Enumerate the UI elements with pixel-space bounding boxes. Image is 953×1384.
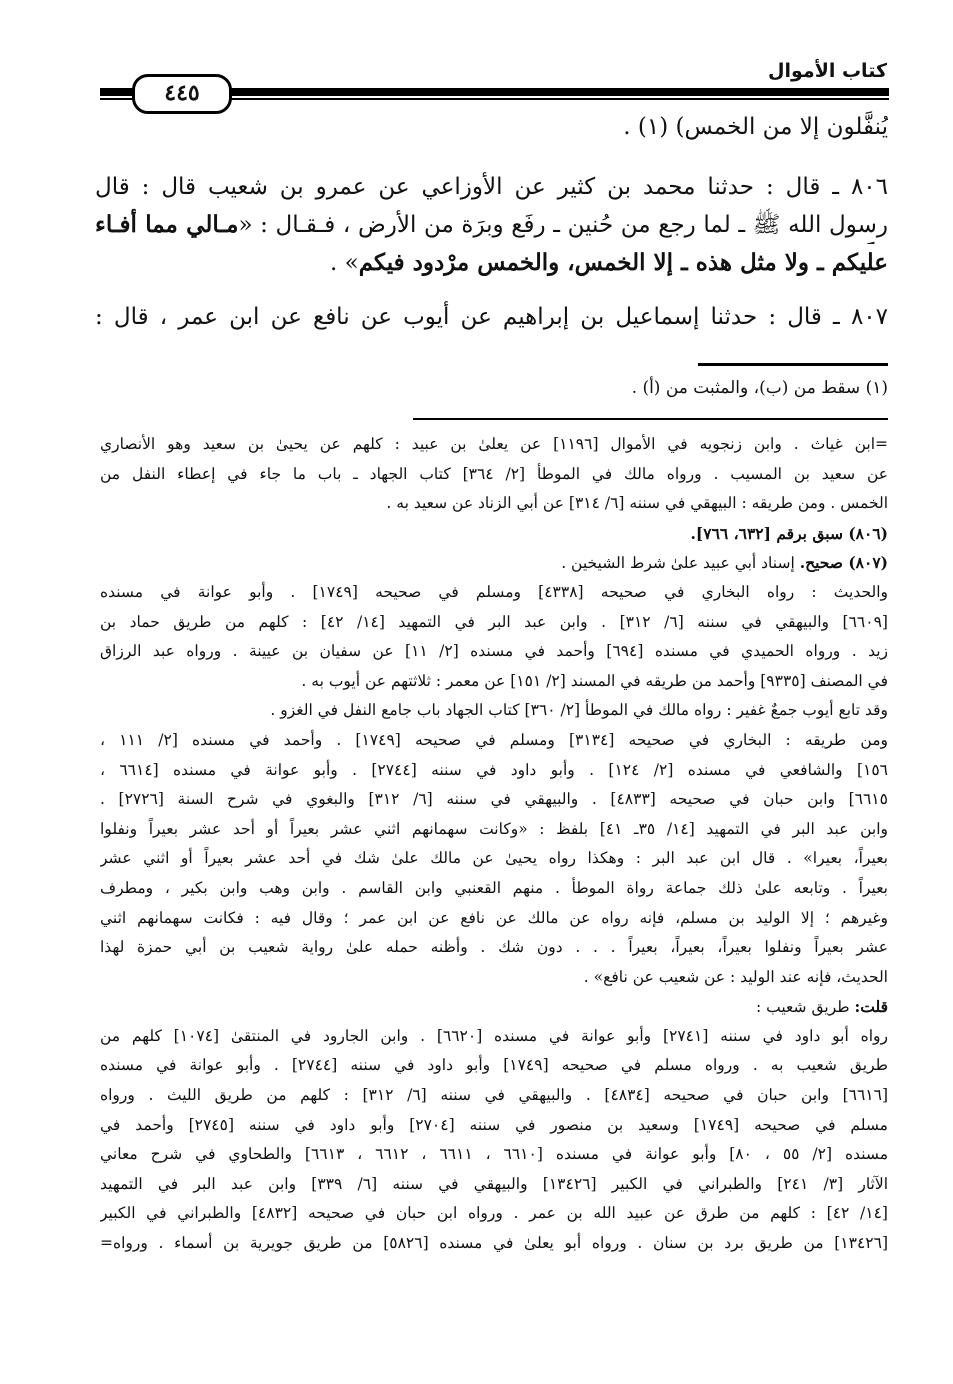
note-line <box>100 933 888 963</box>
note-line <box>100 637 888 667</box>
note-line <box>100 1081 888 1111</box>
notes-rule <box>413 418 888 420</box>
note-text: الآثار [٣/ ٢٤١] والطبراني في الكبير [١٣٤٢٦] والبيهقي في سننه [٦/ ٣٣٩] وابن عبد البر في التمهيد <box>100 1174 888 1193</box>
note-text: طريق شعيب : <box>756 998 855 1017</box>
note-text: في المصنف [٩٣٣٥] وأحمد من طريقه في المسند [٢/ ١٥١] عن معمر : ثلاثتهم عن أيوب به . <box>301 671 888 690</box>
note-line <box>100 992 888 1022</box>
bold-label: (٨٠٧) صحيح. <box>799 553 888 573</box>
note-text: [٦٦١٦] وابن حبان في صحيحه [٤٨٣٤] . والبيهقي في سننه [٦/ ٣١٢] : كلهم من طريق الليث . ورواه <box>100 1086 888 1105</box>
text-span: رسول الله ﷺ ـ لما رجع من حُنين ـ رفَع وبرَة من الأرض ، فـقـال : « <box>238 212 888 238</box>
bold-quote: عليكم ـ ولا مثل هذه ـ إلا الخمس، والخمس مرْدود فيكم <box>358 249 888 276</box>
note-line <box>100 1199 888 1229</box>
note-text: والحديث : رواه البخاري في صحيحه [٤٣٣٨] ومسلم في صحيحه [١٧٤٩] . وأبو عوانة في مسنده <box>100 582 888 601</box>
note-text: [١٣٤٢٦] من طريق برد بن سنان . ورواه أبو يعلىٰ في مسنده [٥٨٢٦] من طريق جويرية بن أسماء . ورواه= <box>100 1234 888 1253</box>
note-text: ١٥٦] والشافعي في مسنده [٢/ ١٢٤] . وأبو داود في سننه [٢٧٤٤] . وأبو عوانة في مسنده [٦٦١٤ ، <box>100 760 888 779</box>
note-text: زيد . ورواه الحميدي في مسنده [٦٩٤] وأحمد في مسنده [٢/ ١١] عن سفيان بن عيينة . ورواه عبد الرزاق <box>100 642 888 661</box>
note-line <box>100 844 888 874</box>
note-text: بعيراً . وتابعه علىٰ ذلك جماعة رواة الموطأ . منهم القعنبي وابن القاسم . وابن وهب وابن بكير ، ومطرف <box>100 878 888 897</box>
hadith-806 <box>95 168 888 282</box>
bold-quote: مـالي مما أفـاء <box>95 211 239 238</box>
hadith-807 <box>95 298 888 336</box>
footnote: (١) سقط من (ب)، والمثبت من (أ) . <box>631 378 888 398</box>
note-text: وابن عبد البر في التمهيد [١٤/ ٣٥ـ ٤١] بلفظ : «وكانت سهمانهم اثني عشر بعيراً أو أحد عشر بعيراً ونفلوا <box>100 819 888 838</box>
text-line: ٨٠٦ ـ قال : حدثنا محمد بن كثير عن الأوزاعي عن عمرو بن شعيب قال : قال <box>95 174 888 200</box>
note-text: طريق شعيب به . ورواه مسلم في صحيحه [١٧٤٩] وأبو داود في سننه [٢٧٤٤] . وأبو عوانة في مسنده <box>100 1056 888 1075</box>
text-line <box>95 206 888 244</box>
main-text <box>95 108 888 146</box>
note-line <box>100 874 888 904</box>
note-line <box>100 815 888 845</box>
footnote-rule <box>698 363 888 366</box>
note-line <box>100 608 888 638</box>
note-line <box>100 489 888 519</box>
note-line <box>100 667 888 697</box>
note-text: وغيرهم ؛ إلا الوليد بن مسلم، فإنه رواه عن مالك عن نافع عن ابن عمر ؛ وقال فيه : فكانت سهمانهم اثني <box>100 908 888 927</box>
note-line <box>100 578 888 608</box>
note-line <box>100 1022 888 1052</box>
running-header-book-title: كتاب الأموال <box>768 60 887 82</box>
note-line <box>100 460 888 490</box>
note-line <box>100 785 888 815</box>
note-line <box>100 519 888 549</box>
note-line <box>100 726 888 756</box>
note-text: مسنده [٢/ ٥٥ ، ٨٠] وأبو عوانة في مسنده [٦٦١٠ ، ٦٦١١ ، ٦٦١٢ ، ٦٦١٣] والطحاوي في شرح معاني <box>100 1145 888 1164</box>
note-text: رواه أبو داود في سننه [٢٧٤١] وأبو عوانة في مسنده [٦٦٢٠] . وابن الجارود في المنتقىٰ [١٠٧٤] كلهم من <box>100 1026 888 1045</box>
bold-label: قلت: <box>854 997 888 1017</box>
note-line <box>100 1229 888 1259</box>
text-line: ٨٠٧ ـ قال : حدثنا إسماعيل بن إبراهيم عن أيوب عن نافع عن ابن عمر ، قال : <box>95 304 888 330</box>
text-line <box>95 244 888 282</box>
note-line <box>100 963 888 993</box>
note-line <box>100 548 888 578</box>
note-text: =ابن غياث . وابن زنجويه في الأموال [١١٩٦] عن يعلىٰ بن عبيد : كلهم عن يحيىٰ بن سعيد وهو الأنصاري <box>100 435 888 453</box>
bold-label: (٨٠٦) سبق برقم [٦٣٢، ٧٦٦]. <box>690 523 888 543</box>
text-span: » . <box>329 250 359 276</box>
note-text: الحديث، فإنه عند الوليد : عن شعيب عن نافع» . <box>583 967 888 986</box>
note-line <box>100 1140 888 1170</box>
note-text: [١٤/ ٤٢] : كلهم من طرق عن عبيد الله بن عمر . ورواه ابن حبان في صحيحه [٤٨٣٢] والطبراني في الكبير <box>100 1204 888 1223</box>
note-text: [٦٦٠٩] والبيهقي في سننه [٦/ ٣١٢] . وابن عبد البر في التمهيد [١٤/ ٤٢] : كلهم من طريق حماد بن <box>100 612 888 631</box>
note-text: إسناد أبي عبيد علىٰ شرط الشيخين . <box>561 554 800 573</box>
commentary-notes <box>100 430 888 1259</box>
note-line <box>100 904 888 934</box>
text-line: يُنفَّلون إلا من الخمس) (١) . <box>623 114 888 140</box>
note-text: عشر بعيراً ونفلوا بعيراً، بعيراً، بعيراً . . . دون شك . وأظنه حمله علىٰ رواية شعيب بن أبي حمزة لهذا <box>100 938 888 957</box>
note-line <box>100 1170 888 1200</box>
note-line <box>100 430 888 460</box>
note-text: عن سعيد بن المسيب . ورواه مالك في الموطأ [٢/ ٣٦٤] كتاب الجهاد ـ باب ما جاء في إعطاء النفل من <box>100 464 888 483</box>
page-number: ٤٤٥ <box>132 74 232 114</box>
note-line <box>100 1051 888 1081</box>
note-text: ومن طريقه : البخاري في صحيحه [٣١٣٤] ومسلم في صحيحه [١٧٤٩] . وأحمد في مسنده [٢/ ١١١ ، <box>100 730 888 749</box>
note-line <box>100 1111 888 1141</box>
note-line <box>100 696 888 726</box>
note-line <box>100 756 888 786</box>
note-text: ٦٦١٥] وابن حبان في صحيحه [٤٨٣٣] . والبيهقي في سننه [٦/ ٣١٢] والبغوي في شرح السنة [٢٧٢٦] . <box>100 790 888 809</box>
note-text: مسلم في صحيحه [١٧٤٩] وسعيد بن منصور في سننه [٢٧٠٤] وأبو داود في سننه [٢٧٤٥] وأحمد في <box>100 1115 888 1134</box>
note-text: بعيراً، بعيرا» . قال ابن عبد البر : وهكذا رواه يحيىٰ عن مالك علىٰ شك في أحد عشر بعيراً أو اثني عشر <box>100 849 888 868</box>
note-text: الخمس . ومن طريقه : البيهقي في سننه [٦/ ٣١٤] عن أبي الزناد عن سعيد به . <box>386 494 888 513</box>
note-text: وقد تابع أيوب جمعٌ غفير : رواه مالك في الموطأ [٢/ ٣٦٠] كتاب الجهاد باب جامع النفل في الغزو . <box>270 701 888 720</box>
